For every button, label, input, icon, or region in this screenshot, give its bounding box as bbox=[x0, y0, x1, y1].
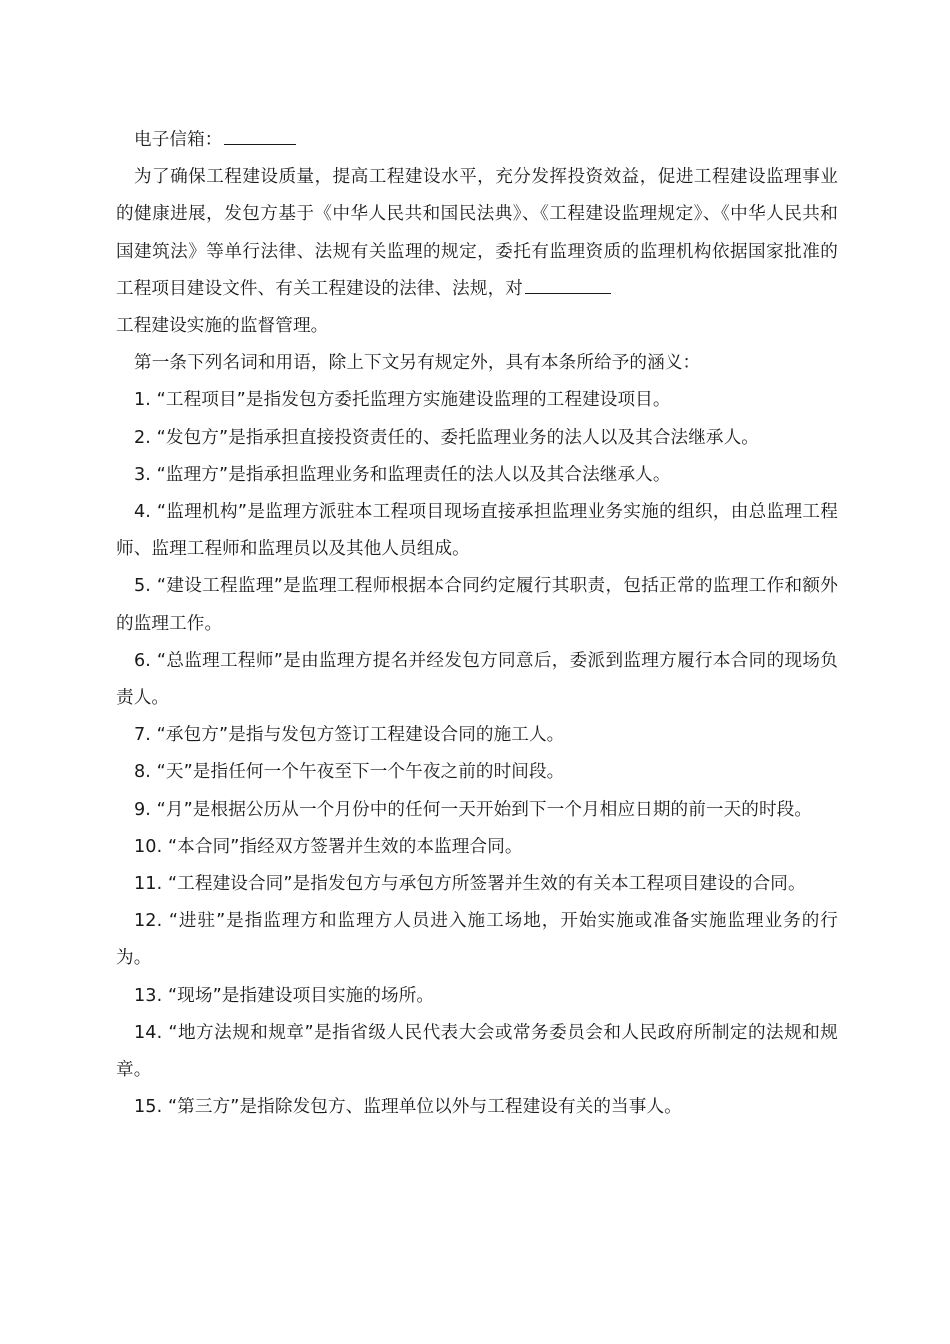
definition-item: 1. “工程项目”是指发包方委托监理方实施建设监理的工程建设项目。 bbox=[134, 390, 671, 411]
definition-item: 15. “第三方”是指除发包方、监理单位以外与工程建设有关的当事人。 bbox=[134, 1097, 682, 1118]
definition-item: 3. “监理方”是指承担监理业务和监理责任的法人以及其合法继承人。 bbox=[134, 464, 671, 485]
definition-item: 13. “现场”是指建设项目实施的场所。 bbox=[134, 985, 435, 1006]
definition-item: 5. “建设工程监理”是监理工程师根据本合同约定履行其职责，包括正常的监理工作和额外的监理工作。 bbox=[116, 576, 838, 634]
definition-item: 12. “进驻”是指监理方和监理方人员进入施工场地，开始实施或准备实施监理业务的行为。 bbox=[116, 911, 838, 969]
definition-item: 8. “天”是指任何一个午夜至下一个午夜之前的时间段。 bbox=[134, 762, 565, 783]
definition-item: 10. “本合同”指经双方签署并生效的本监理合同。 bbox=[134, 836, 523, 857]
project-name-blank-field bbox=[525, 271, 611, 294]
email-label: 电子信箱： bbox=[134, 130, 223, 150]
definition-item: 4. “监理机构”是监理方派驻本工程项目现场直接承担监理业务实施的组织，由总监理工程师、监理工程师和监理员以及其他人员组成。 bbox=[116, 502, 838, 560]
email-line bbox=[116, 122, 838, 159]
intro-text-part1: 为了确保工程建设质量，提高工程建设水平，充分发挥投资效益，促进工程建设监理事业的健康进展，发包方基于《中华人民共和国民法典》、《工程建设监理规定》、《中华人民共和国建筑法》等单行法律、法规有关监理的规定，委托有监理资质的监理机构依据国家批准的工程项目建设文件、有关工程建设的法律、法规，对 bbox=[116, 167, 838, 299]
definition-item: 14. “地方法规和规章”是指省级人民代表大会或常务委员会和人民政府所制定的法规和规章。 bbox=[116, 1022, 838, 1081]
intro-text-part2: 工程建设实施的监督管理。 bbox=[116, 316, 329, 337]
definition-item: 2. “发包方”是指承担直接投资责任的、委托监理业务的法人以及其合法继承人。 bbox=[134, 427, 760, 448]
definition-item: 11. “工程建设合同”是指发包方与承包方所签署并生效的有关本工程项目建设的合同。 bbox=[134, 874, 806, 895]
email-blank-field bbox=[224, 122, 296, 145]
definition-item: 7. “承包方”是指与发包方签订工程建设合同的施工人。 bbox=[134, 725, 565, 746]
definition-item: 6. “总监理工程师”是由监理方提名并经发包方同意后，委派到监理方履行本合同的现场负责人。 bbox=[116, 650, 838, 709]
intro-paragraph bbox=[116, 159, 838, 345]
document-body bbox=[116, 122, 838, 1126]
article-one-heading: 第一条下列名词和用语，除上下文另有规定外，具有本条所给予的涵义： bbox=[134, 353, 701, 374]
definition-item: 9. “月”是根据公历从一个月份中的任何一天开始到下一个月相应日期的前一天的时段。 bbox=[134, 799, 813, 820]
